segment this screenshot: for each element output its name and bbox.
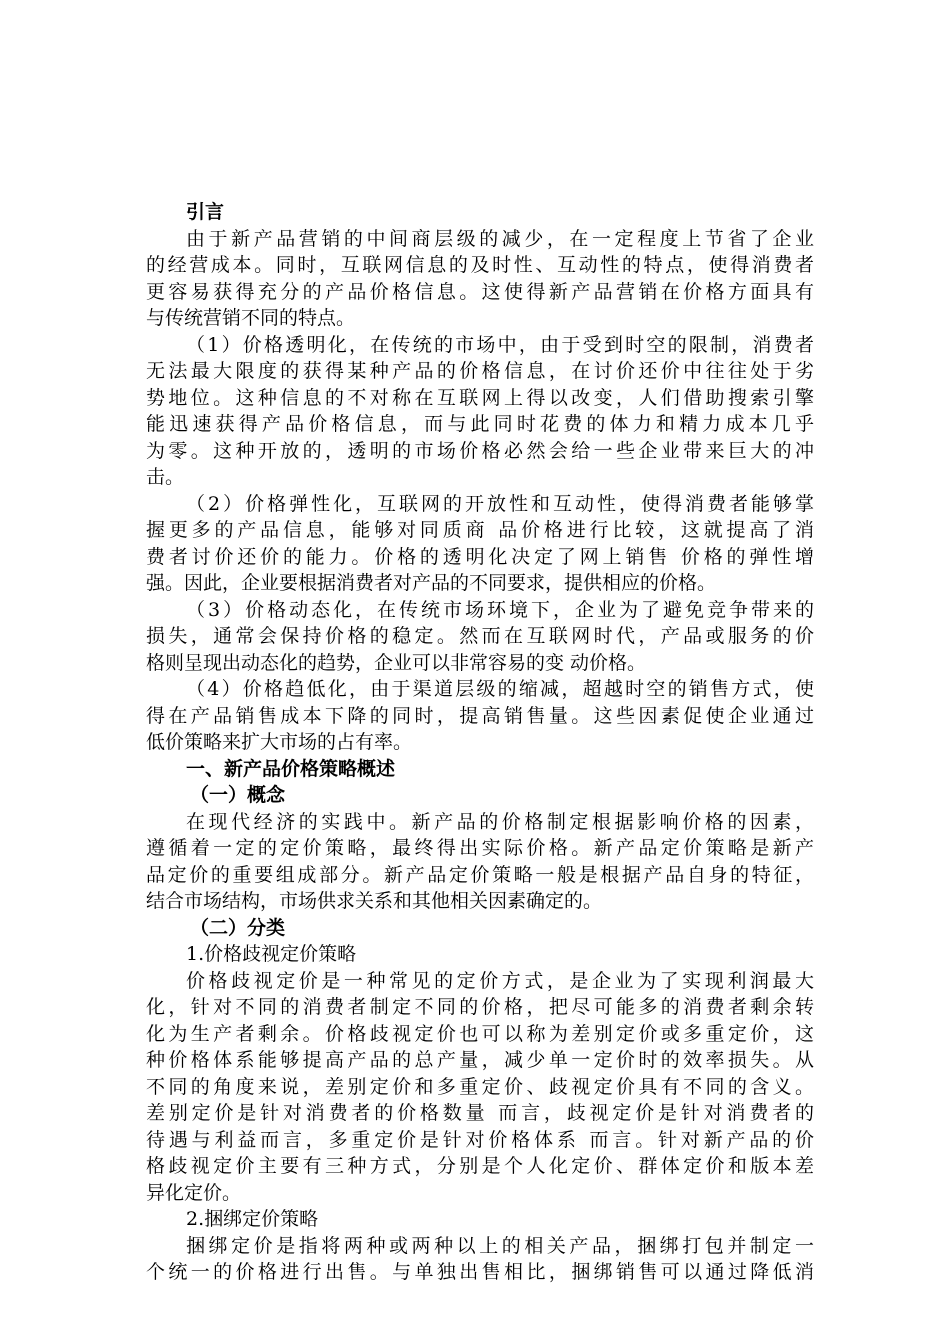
paragraph-line: 击。 (146, 466, 185, 488)
paragraph-line: 捆绑定价是指将两种或两种以上的相关产品，捆绑打包并制定一 (186, 1234, 814, 1257)
paragraph-line: （2）价格弹性化，互联网的开放性和互动性，使得消费者能够掌 (186, 492, 814, 515)
paragraph-line: 化为生产者剩余。价格歧视定价也可以称为差别定价或多重定价，这 (146, 1022, 814, 1045)
paragraph-line: 无法最大限度的获得某种产品的价格信息，在讨价还价中往往处于劣 (146, 360, 814, 382)
paragraph-line: 费者讨价还价的能力。价格的透明化决定了网上销售 价格的弹性增 (146, 545, 814, 568)
paragraph-line: 能迅速获得产品价格信息，而与此同时花费的体力和精力成本几乎 (146, 413, 814, 435)
paragraph-line: 化，针对不同的消费者制定不同的价格，把尽可能多的消费者剩余转 (146, 996, 814, 1018)
paragraph-line: 更容易获得充分的产品价格信息。这使得新产品营销在价格方面具有 (146, 280, 814, 303)
paragraph-line: 握更多的产品信息，能够对同质商 品价格进行比较，这就提高了消 (146, 519, 814, 541)
paragraph-line: 价格歧视定价是一种常见的定价方式，是企业为了实现利润最大 (186, 969, 814, 992)
paragraph-line: 势地位。这种信息的不对称在互联网上得以改变，人们借助搜索引擎 (146, 386, 814, 409)
paragraph-line: 不同的角度来说，差别定价和多重定价、歧视定价具有不同的含义。 (146, 1075, 814, 1098)
paragraph-line: 得在产品销售成本下降的同时，提高销售量。这些因素促使企业通过 (146, 704, 814, 727)
paragraph-line: 个统一的价格进行出售。与单独出售相比，捆绑销售可以通过降低消 (146, 1261, 814, 1283)
paragraph-line: 强。因此，企业要根据消费者对产品的不同要求，提供相应的价格。 (146, 572, 717, 594)
paragraph-line: 结合市场结构，市场供求关系和其他相关因素确定的。 (146, 890, 603, 912)
paragraph-line: 格则呈现出动态化的趋势，企业可以非常容易的变 动价格。 (146, 651, 647, 674)
paragraph-line: 与传统营销不同的特点。 (146, 307, 356, 329)
paragraph-line: 由于新产品营销的中间商层级的减少，在一定程度上节省了企业 (186, 227, 814, 250)
paragraph-line: （1）价格透明化，在传统的市场中，由于受到时空的限制，消费者 (186, 333, 814, 356)
paragraph-line: 的经营成本。同时，互联网信息的及时性、互动性的特点，使得消费者 (146, 254, 814, 276)
paragraph-line: （3）价格动态化，在传统市场环境下，企业为了避免竞争带来的 (186, 598, 814, 621)
paragraph-line: 遵循着一定的定价策略，最终得出实际价格。新产品定价策略是新产 (146, 837, 814, 859)
subsection-heading-concept: （一）概念 (190, 784, 286, 806)
paragraph-line: 异化定价。 (146, 1181, 242, 1204)
document-page (146, 199, 814, 1286)
paragraph-line: 为零。这种开放的，透明的市场价格必然会给一些企业带来巨大的冲 (146, 439, 814, 462)
paragraph-line: 种价格体系能够提高产品的总产量，减少单一定价时的效率损失。从 (146, 1049, 814, 1071)
paragraph-line: 低价策略来扩大市场的占有率。 (146, 731, 413, 753)
section-heading-1: 一、新产品价格策略概述 (186, 757, 396, 780)
paragraph-line: 损失，通常会保持价格的稳定。然而在互联网时代，产品或服务的价 (146, 625, 814, 647)
paragraph-line: 在现代经济的实践中。新产品的价格制定根据影响价格的因素， (186, 810, 814, 833)
paragraph-line: 格歧视定价主要有三种方式，分别是个人化定价、群体定价和版本差 (146, 1155, 814, 1177)
paragraph-line: 品定价的重要组成部分。新产品定价策略一般是根据产品自身的特征， (146, 863, 814, 886)
paragraph-line: 差别定价是针对消费者的价格数量 而言，歧视定价是针对消费者的 (146, 1102, 814, 1124)
item-heading-price-discrimination: 1.价格歧视定价策略 (186, 943, 357, 965)
paragraph-line: （4）价格趋低化，由于渠道层级的缩减，超越时空的销售方式，使 (186, 678, 814, 700)
subsection-heading-classification: （二）分类 (190, 916, 286, 939)
item-heading-bundle-pricing: 2.捆绑定价策略 (186, 1208, 319, 1230)
paragraph-line: 待遇与利益而言，多重定价是针对价格体系 而言。针对新产品的价 (146, 1128, 814, 1151)
section-heading-intro: 引言 (186, 201, 225, 223)
